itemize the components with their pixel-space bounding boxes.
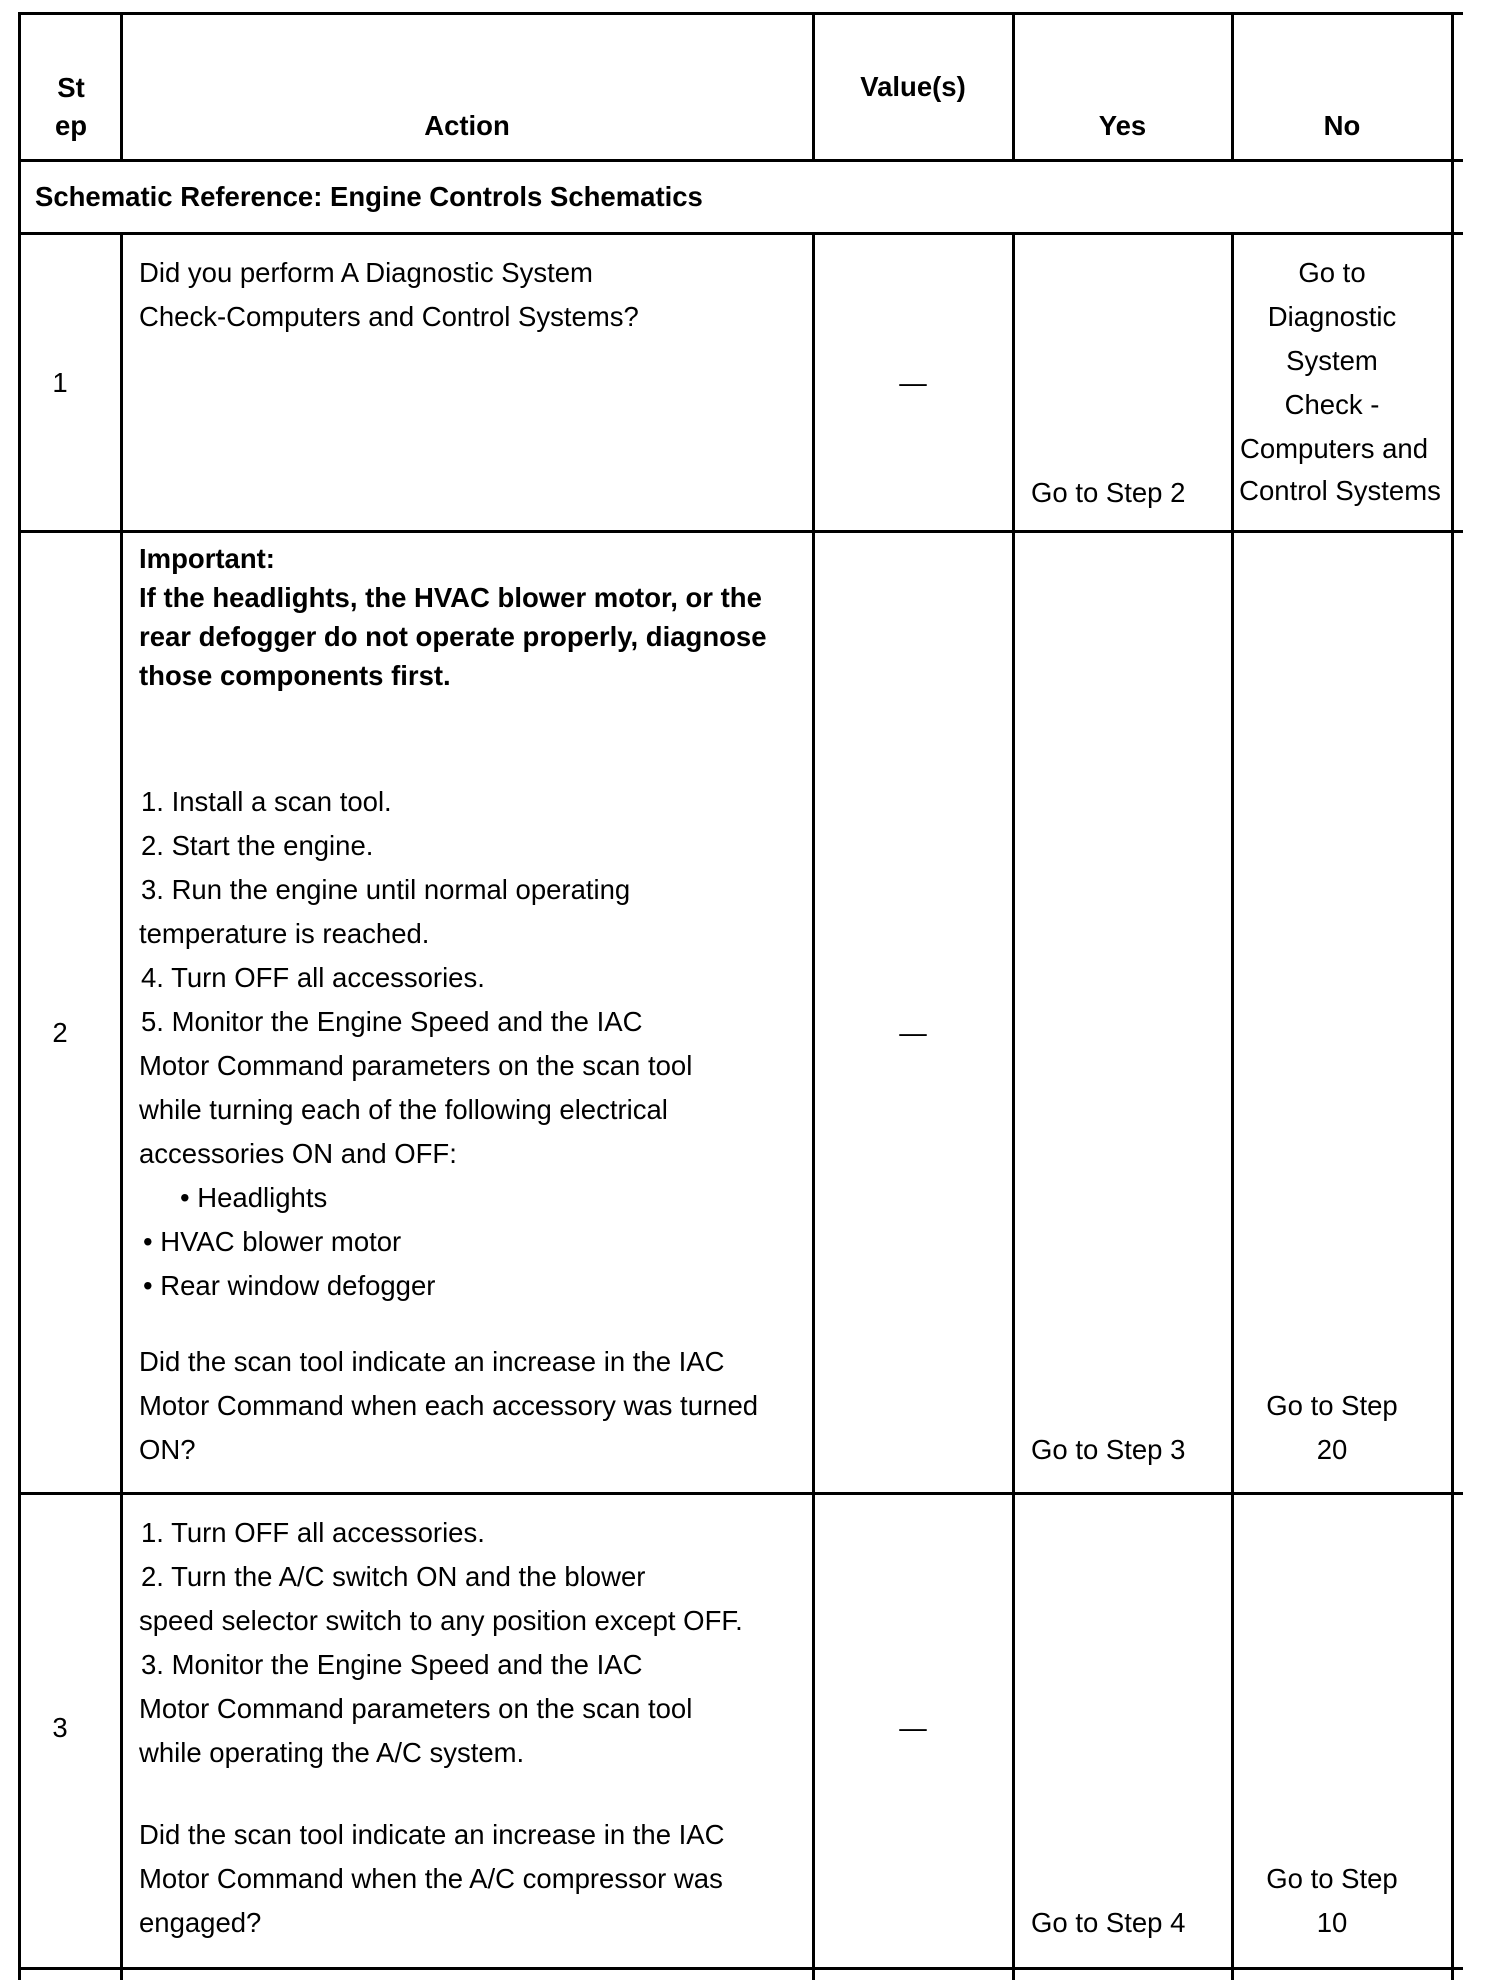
question-line: engaged?: [139, 1907, 262, 1938]
schematic-bottom: [18, 232, 1463, 235]
row2-bottom: [18, 1492, 1463, 1495]
action-text-line: Did you perform A Diagnostic System: [139, 257, 593, 288]
bullet-item: • HVAC blower motor: [143, 1226, 402, 1257]
border-bottom: [18, 1967, 1463, 1970]
value-dash: —: [899, 1017, 927, 1048]
question-line: Motor Command when each accessory was turned: [139, 1390, 759, 1421]
header-yes: Yes: [1098, 110, 1147, 141]
schematic-reference: Schematic Reference: Engine Controls Schematics: [35, 181, 703, 212]
important-label: Important:: [139, 543, 275, 574]
border-left: [18, 12, 21, 1980]
action-step-line: while turning each of the following electrical: [139, 1094, 668, 1125]
question-line: Motor Command when the A/C compressor was: [139, 1863, 723, 1894]
step-number: 2: [52, 1017, 68, 1048]
important-text-line: rear defogger do not operate properly, diagnose: [139, 621, 767, 652]
action-step-line: 5. Monitor the Engine Speed and the IAC: [141, 1006, 643, 1037]
bullet-item: • Headlights: [180, 1182, 328, 1213]
action-step-line: accessories ON and OFF:: [139, 1138, 457, 1169]
header-bottom: [18, 159, 1463, 162]
divider-step-action: [120, 12, 123, 1980]
action-step-line: 4. Turn OFF all accessories.: [141, 962, 485, 993]
action-step-line: while operating the A/C system.: [139, 1737, 525, 1768]
row1-bottom: [18, 530, 1463, 533]
action-step-line: 1. Turn OFF all accessories.: [141, 1517, 485, 1548]
value-dash: —: [899, 1712, 927, 1743]
no-link-line: Diagnostic: [1267, 301, 1397, 332]
action-step-line: 1. Install a scan tool.: [141, 786, 392, 817]
header-step: [23, 66, 119, 148]
question-line: ON?: [139, 1434, 196, 1465]
bullet-item: • Rear window defogger: [143, 1270, 436, 1301]
action-step-line: temperature is reached.: [139, 918, 430, 949]
action-step-line: speed selector switch to any position except OFF.: [139, 1605, 743, 1636]
value-dash: —: [899, 367, 927, 398]
step-number: 3: [52, 1712, 68, 1743]
no-link-line: Control Systems: [1239, 475, 1441, 506]
no-link-line: Check -: [1284, 389, 1380, 420]
action-text-line: Check-Computers and Control Systems?: [139, 301, 639, 332]
important-text-line: those components first.: [139, 660, 451, 691]
header-no: No: [1323, 110, 1361, 141]
header-step-line1: St: [57, 72, 85, 103]
important-text-line: If the headlights, the HVAC blower motor, or the: [139, 582, 762, 613]
no-link-line: Go to: [1298, 257, 1366, 288]
border-right: [1451, 12, 1454, 1980]
question-line: Did the scan tool indicate an increase in the IAC: [139, 1819, 725, 1850]
yes-link[interactable]: Go to Step 4: [1031, 1907, 1186, 1938]
no-link-line: 20: [1316, 1434, 1348, 1465]
header-action: Action: [424, 110, 510, 141]
yes-link[interactable]: Go to Step 3: [1031, 1434, 1186, 1465]
action-step-line: 3. Monitor the Engine Speed and the IAC: [141, 1649, 643, 1680]
step-number: 1: [52, 367, 68, 398]
header-values: Value(s): [860, 71, 966, 102]
action-step-line: 3. Run the engine until normal operating: [141, 874, 631, 905]
no-link-line: System: [1286, 345, 1378, 376]
no-link-line: 10: [1316, 1907, 1348, 1938]
action-step-line: 2. Turn the A/C switch ON and the blower: [141, 1561, 646, 1592]
action-step-line: Motor Command parameters on the scan tool: [139, 1693, 693, 1724]
yes-link[interactable]: Go to Step 2: [1031, 477, 1186, 508]
action-step-line: 2. Start the engine.: [141, 830, 374, 861]
border-top: [18, 12, 1463, 15]
no-link-line: Computers and: [1239, 433, 1428, 464]
header-step-line2: ep: [54, 110, 88, 141]
question-line: Did the scan tool indicate an increase in the IAC: [139, 1346, 725, 1377]
no-link-line: Go to Step: [1266, 1863, 1398, 1894]
divider-value-yes: [1012, 12, 1015, 1980]
action-step-line: Motor Command parameters on the scan tool: [139, 1050, 693, 1081]
divider-action-value: [812, 12, 815, 1980]
no-link-line: Go to Step: [1266, 1390, 1398, 1421]
